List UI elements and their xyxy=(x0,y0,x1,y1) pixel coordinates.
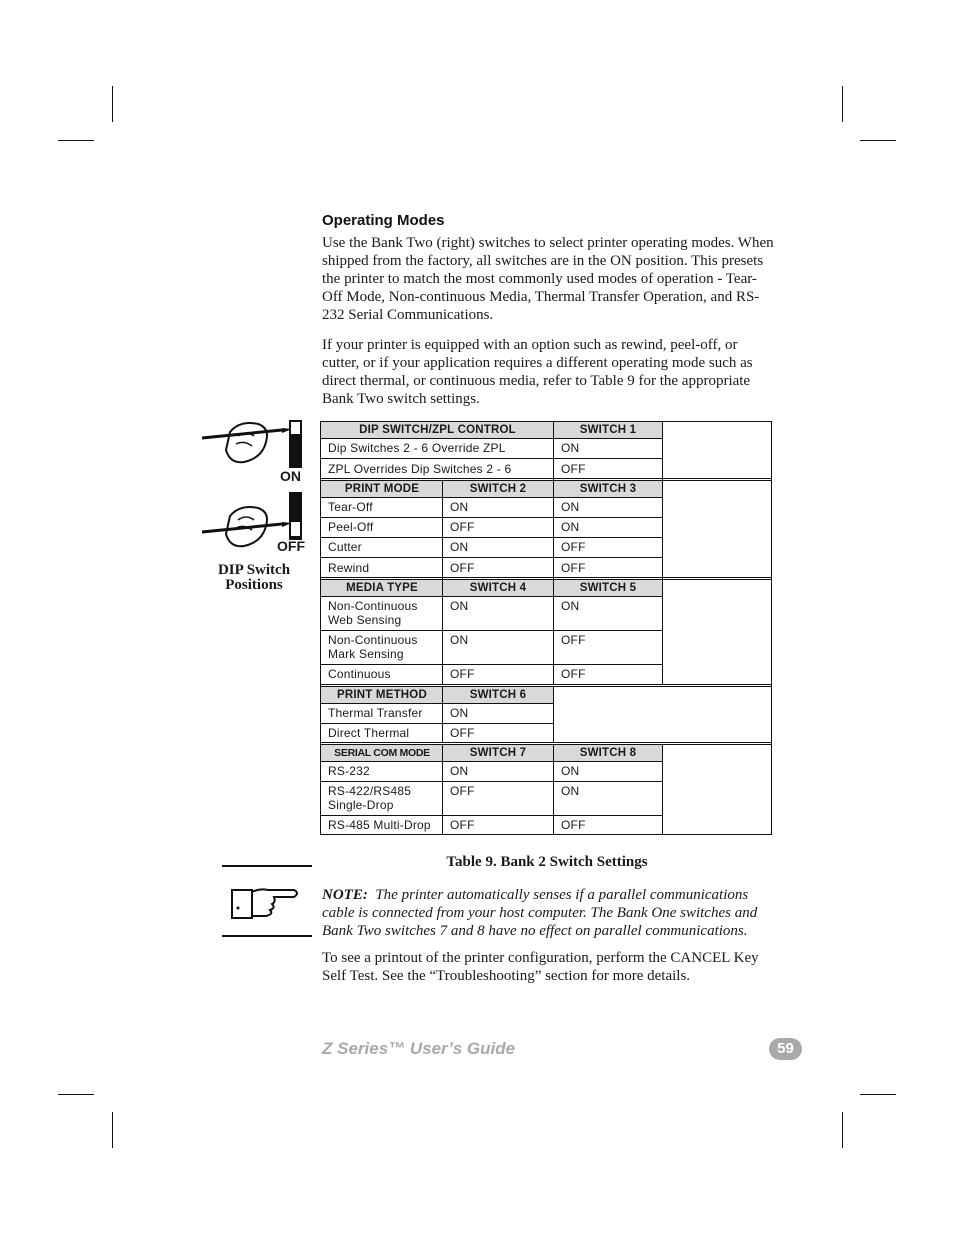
table-caption: Table 9. Bank 2 Switch Settings xyxy=(446,854,648,870)
off-label: OFF xyxy=(277,538,305,554)
table-cell: OFF xyxy=(450,667,475,681)
table-cell: ON xyxy=(561,520,580,534)
page-number-badge: 59 xyxy=(769,1038,802,1060)
dip-caption-line: DIP Switch xyxy=(217,562,291,578)
table-section-print-mode xyxy=(321,481,771,579)
table-cell: ON xyxy=(450,540,469,554)
table-cell: ON xyxy=(450,633,469,647)
table-header: DIP SWITCH/ZPL CONTROL xyxy=(321,422,554,438)
table-cell: OFF xyxy=(450,561,475,575)
note-label: NOTE: xyxy=(322,887,368,903)
table-cell: ON xyxy=(561,784,580,798)
table-cell: Tear-Off xyxy=(328,500,373,514)
table-cell: OFF xyxy=(450,818,475,832)
footer-title: Z Series™ User’s Guide xyxy=(322,1039,516,1058)
table-cell: Direct Thermal xyxy=(328,726,410,740)
table-header: PRINT METHOD xyxy=(321,687,443,703)
pointing-hand-icon xyxy=(230,876,300,926)
table-cell: ON xyxy=(561,441,580,455)
table-cell: OFF xyxy=(450,784,475,798)
on-label: ON xyxy=(280,468,301,484)
dip-switch-caption xyxy=(206,563,302,593)
table-cell: OFF xyxy=(561,540,586,554)
table-cell: ON xyxy=(450,764,469,778)
table-cell xyxy=(321,597,443,631)
table-header: SWITCH 8 xyxy=(554,745,662,761)
switch-settings-table xyxy=(320,421,772,835)
table-header: SWITCH 3 xyxy=(554,481,662,497)
table-cell-line: Web Sensing xyxy=(328,613,402,627)
table-cell xyxy=(321,631,443,665)
table-cell: Cutter xyxy=(328,540,362,554)
table-cell: ON xyxy=(561,500,580,514)
table-header: SWITCH 5 xyxy=(554,580,662,596)
table-cell: ON xyxy=(450,706,469,720)
table-cell: Rewind xyxy=(328,561,370,575)
crop-mark xyxy=(842,1112,843,1148)
note-rule-top xyxy=(222,865,312,867)
table-cell-line: Non-Continuous xyxy=(328,599,418,613)
table-cell: OFF xyxy=(450,520,475,534)
dip-caption-line: Positions xyxy=(225,577,283,593)
table-header: SWITCH 4 xyxy=(443,580,553,596)
table-cell: OFF xyxy=(561,561,586,575)
table-cell-line: Single-Drop xyxy=(328,798,394,812)
table-header: PRINT MODE xyxy=(321,481,443,497)
table-cell: RS-232 xyxy=(328,764,370,778)
table-cell: OFF xyxy=(561,818,586,832)
body-paragraph: To see a printout of the printer configuration, perform the CANCEL Key Self Test. See the “Troubleshooting” section for more details. xyxy=(322,950,759,984)
table-cell: Continuous xyxy=(328,667,391,681)
crop-mark xyxy=(842,86,843,122)
table-cell: OFF xyxy=(561,667,586,681)
crop-mark xyxy=(58,1094,94,1095)
crop-mark xyxy=(112,86,113,122)
table-cell: ON xyxy=(561,764,580,778)
table-cell-line: Non-Continuous xyxy=(328,633,418,647)
table-section-serial-com-mode xyxy=(321,745,771,834)
table-cell: ON xyxy=(561,599,580,613)
table-cell: Thermal Transfer xyxy=(328,706,423,720)
note-rule-bottom xyxy=(222,935,312,937)
table-header: MEDIA TYPE xyxy=(321,580,443,596)
crop-mark xyxy=(860,140,896,141)
table-header: SWITCH 2 xyxy=(443,481,553,497)
crop-mark xyxy=(58,140,94,141)
table-cell: OFF xyxy=(561,633,586,647)
table-cell: Dip Switches 2 - 6 Override ZPL xyxy=(328,441,506,455)
table-header: SWITCH 6 xyxy=(443,687,553,703)
crop-mark xyxy=(112,1112,113,1148)
table-cell-line: RS-422/RS485 xyxy=(328,784,412,798)
table-cell xyxy=(321,782,443,816)
dip-switch-off-illustration xyxy=(200,488,310,560)
section-heading: Operating Modes xyxy=(322,212,445,229)
note-body: The printer automatically senses if a parallel communications cable is connected from your host computer. The Bank One switches and Bank Two switches 7 and 8 have no effect on parallel communications. xyxy=(322,887,758,939)
table-section-media-type xyxy=(321,580,771,684)
table-cell: ZPL Overrides Dip Switches 2 - 6 xyxy=(328,462,512,476)
crop-mark xyxy=(860,1094,896,1095)
table-cell: Peel-Off xyxy=(328,520,374,534)
table-cell: OFF xyxy=(561,462,586,476)
dip-switch-on-illustration xyxy=(200,414,310,486)
table-cell: ON xyxy=(450,500,469,514)
table-section-zpl-control xyxy=(321,422,771,480)
table-cell-line: Mark Sensing xyxy=(328,647,404,661)
table-header: SWITCH 7 xyxy=(443,745,553,761)
table-header: SWITCH 1 xyxy=(554,422,662,438)
body-paragraph: Use the Bank Two (right) switches to select printer operating modes. When shipped from the factory, all switches are in the ON position. This presets the printer to match the most commonly used modes of operation - Tear-Off Mode, Non-continuous Media, Thermal Transfer Operation, and RS-232 Serial Communications. xyxy=(322,235,774,323)
table-section-print-method xyxy=(321,687,771,743)
table-cell: ON xyxy=(450,599,469,613)
table-header: SERIAL COM MODE xyxy=(321,745,443,761)
note-text xyxy=(322,886,777,940)
body-paragraph: If your printer is equipped with an option such as rewind, peel-off, or cutter, or if your application requires a different operating mode such as direct thermal, or continuous media, refer to Table 9 for the appropriate Bank Two switch settings. xyxy=(322,337,753,407)
table-cell: OFF xyxy=(450,726,475,740)
table-cell: RS-485 Multi-Drop xyxy=(328,818,431,832)
